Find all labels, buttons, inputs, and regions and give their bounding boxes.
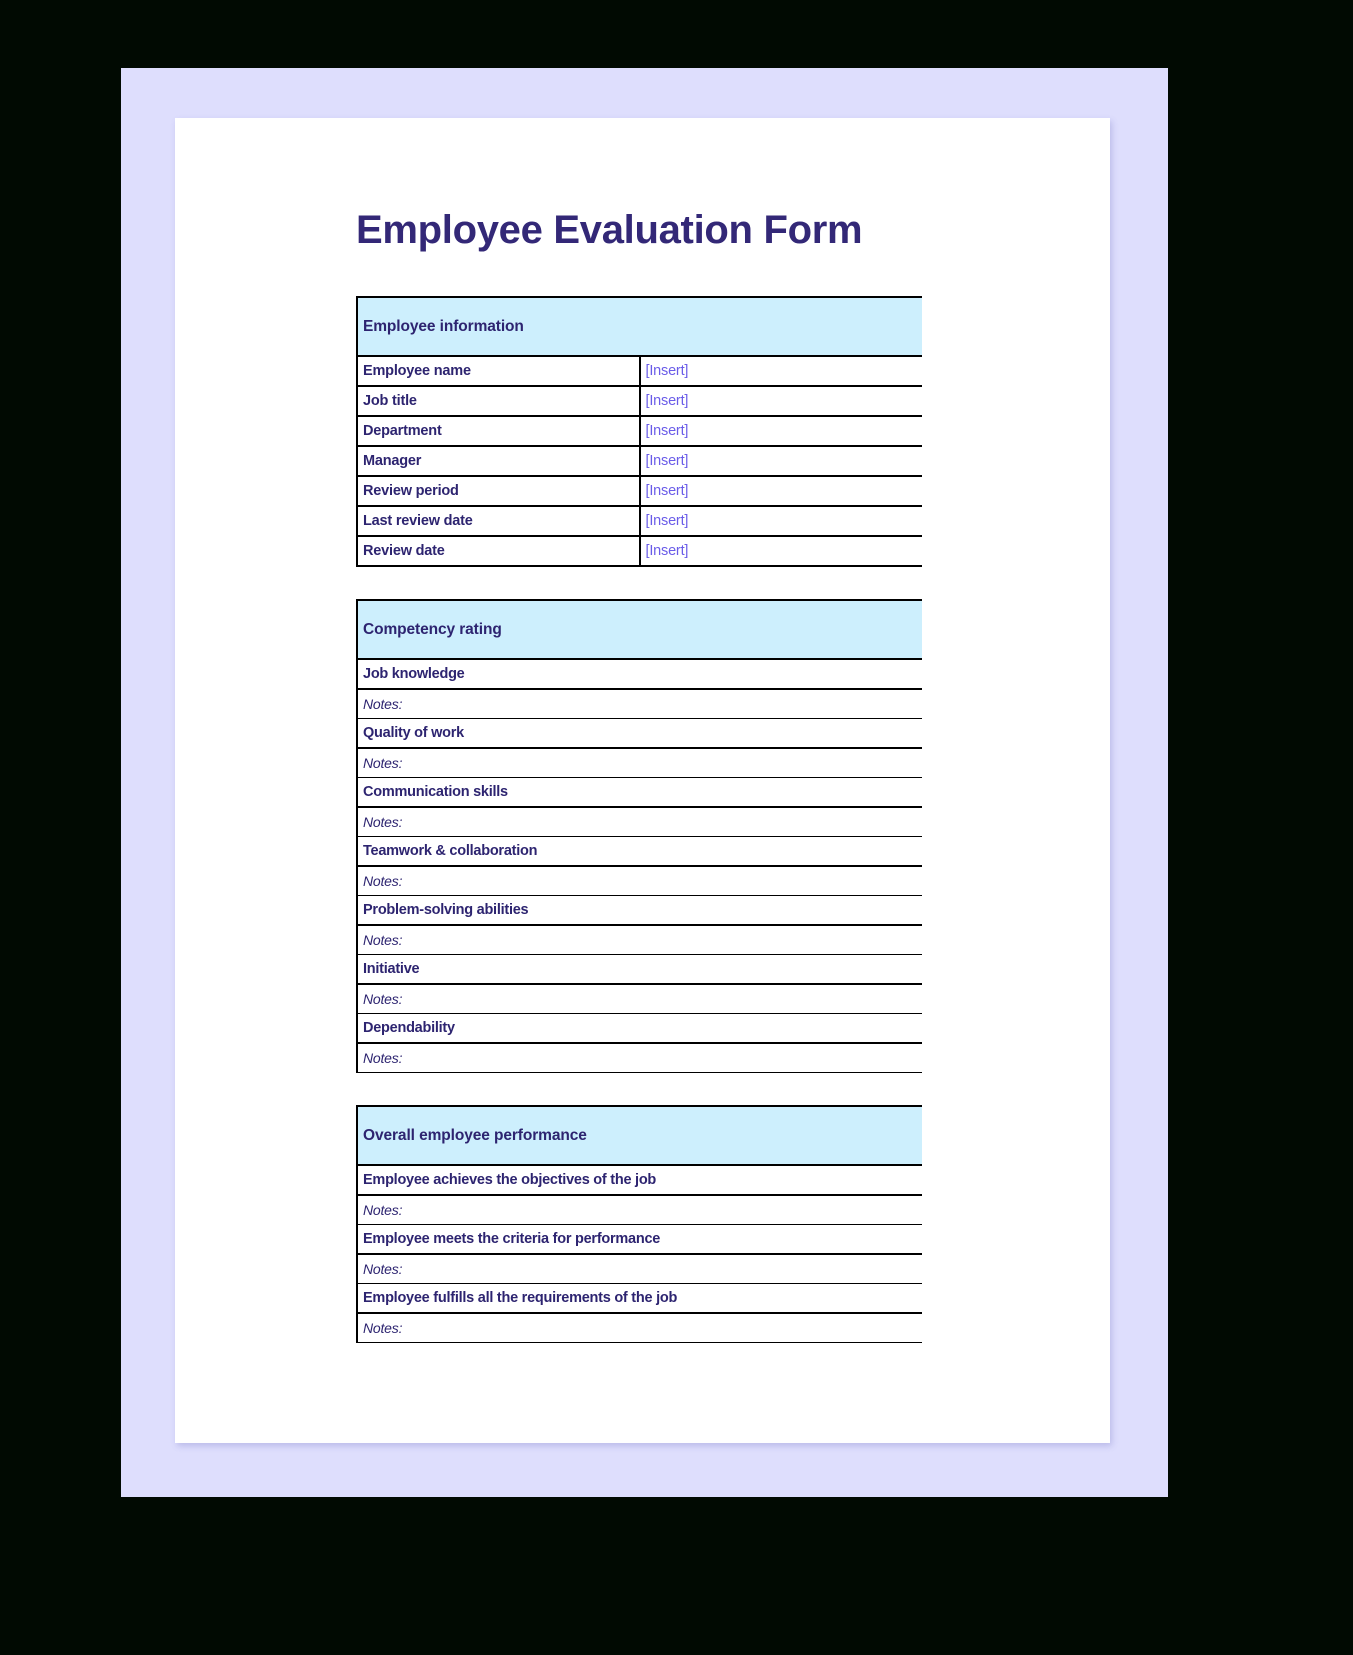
table-row — [357, 984, 922, 1014]
field-label-job-title: Job title — [357, 386, 640, 416]
competency-item-teamwork-collaboration[interactable]: Teamwork & collaboration — [357, 837, 922, 867]
competency-item-communication-skills[interactable]: Communication skills — [357, 778, 922, 808]
field-value-review-date[interactable]: [Insert] — [640, 536, 923, 566]
table-row — [357, 955, 922, 985]
competency-notes-problem-solving-abilities[interactable]: Notes: — [357, 925, 922, 955]
field-value-job-title[interactable]: [Insert] — [640, 386, 923, 416]
table-row — [357, 837, 922, 867]
performance-item-fulfills-requirements[interactable]: Employee fulfills all the requirements of the job — [357, 1284, 922, 1314]
section-header-row — [357, 297, 922, 356]
field-value-employee-name[interactable]: [Insert] — [640, 356, 923, 386]
table-row — [357, 1043, 922, 1073]
table-row — [357, 1014, 922, 1044]
section-heading-overall-employee-performance: Overall employee performance — [357, 1106, 922, 1165]
spacer-between-sections-1 — [356, 567, 956, 599]
document-body — [356, 208, 956, 1343]
competency-notes-communication-skills[interactable]: Notes: — [357, 807, 922, 837]
competency-notes-teamwork-collaboration[interactable]: Notes: — [357, 866, 922, 896]
field-value-department[interactable]: [Insert] — [640, 416, 923, 446]
competency-item-quality-of-work[interactable]: Quality of work — [357, 719, 922, 749]
page-title: Employee Evaluation Form — [356, 208, 863, 252]
section-heading-competency-rating: Competency rating — [357, 600, 922, 659]
spacer-between-sections-2 — [356, 1073, 956, 1105]
competency-notes-dependability[interactable]: Notes: — [357, 1043, 922, 1073]
field-label-review-period: Review period — [357, 476, 640, 506]
competency-notes-job-knowledge[interactable]: Notes: — [357, 689, 922, 719]
performance-item-meets-criteria[interactable]: Employee meets the criteria for performance — [357, 1225, 922, 1255]
table-row — [357, 778, 922, 808]
employee-information-table — [356, 296, 922, 567]
document-page — [175, 118, 1110, 1443]
table-row — [357, 476, 922, 506]
overall-performance-table — [356, 1105, 922, 1343]
table-row — [357, 356, 922, 386]
table-row — [357, 416, 922, 446]
table-row — [357, 1313, 922, 1343]
field-label-department: Department — [357, 416, 640, 446]
competency-notes-initiative[interactable]: Notes: — [357, 984, 922, 1014]
table-row — [357, 719, 922, 749]
performance-notes-achieves-objectives[interactable]: Notes: — [357, 1195, 922, 1225]
performance-item-achieves-objectives[interactable]: Employee achieves the objectives of the job — [357, 1165, 922, 1195]
table-row — [357, 1284, 922, 1314]
table-row — [357, 1225, 922, 1255]
section-heading-employee-information: Employee information — [357, 297, 922, 356]
table-row — [357, 1165, 922, 1195]
section-header-row — [357, 600, 922, 659]
spacer-after-title — [356, 252, 956, 296]
table-row — [357, 866, 922, 896]
competency-item-problem-solving-abilities[interactable]: Problem-solving abilities — [357, 896, 922, 926]
table-row — [357, 1254, 922, 1284]
table-row — [357, 925, 922, 955]
performance-notes-fulfills-requirements[interactable]: Notes: — [357, 1313, 922, 1343]
table-row — [357, 506, 922, 536]
field-label-review-date: Review date — [357, 536, 640, 566]
table-row — [357, 689, 922, 719]
table-row — [357, 446, 922, 476]
performance-notes-meets-criteria[interactable]: Notes: — [357, 1254, 922, 1284]
table-row — [357, 807, 922, 837]
competency-notes-quality-of-work[interactable]: Notes: — [357, 748, 922, 778]
table-row — [357, 896, 922, 926]
competency-rating-table — [356, 599, 922, 1073]
field-label-employee-name: Employee name — [357, 356, 640, 386]
field-value-review-period[interactable]: [Insert] — [640, 476, 923, 506]
field-value-last-review-date[interactable]: [Insert] — [640, 506, 923, 536]
table-row — [357, 748, 922, 778]
field-label-manager: Manager — [357, 446, 640, 476]
competency-item-initiative[interactable]: Initiative — [357, 955, 922, 985]
section-header-row — [357, 1106, 922, 1165]
field-label-last-review-date: Last review date — [357, 506, 640, 536]
table-row — [357, 1195, 922, 1225]
table-row — [357, 386, 922, 416]
competency-item-job-knowledge[interactable]: Job knowledge — [357, 659, 922, 689]
competency-item-dependability[interactable]: Dependability — [357, 1014, 922, 1044]
field-value-manager[interactable]: [Insert] — [640, 446, 923, 476]
table-row — [357, 536, 922, 566]
table-row — [357, 659, 922, 689]
